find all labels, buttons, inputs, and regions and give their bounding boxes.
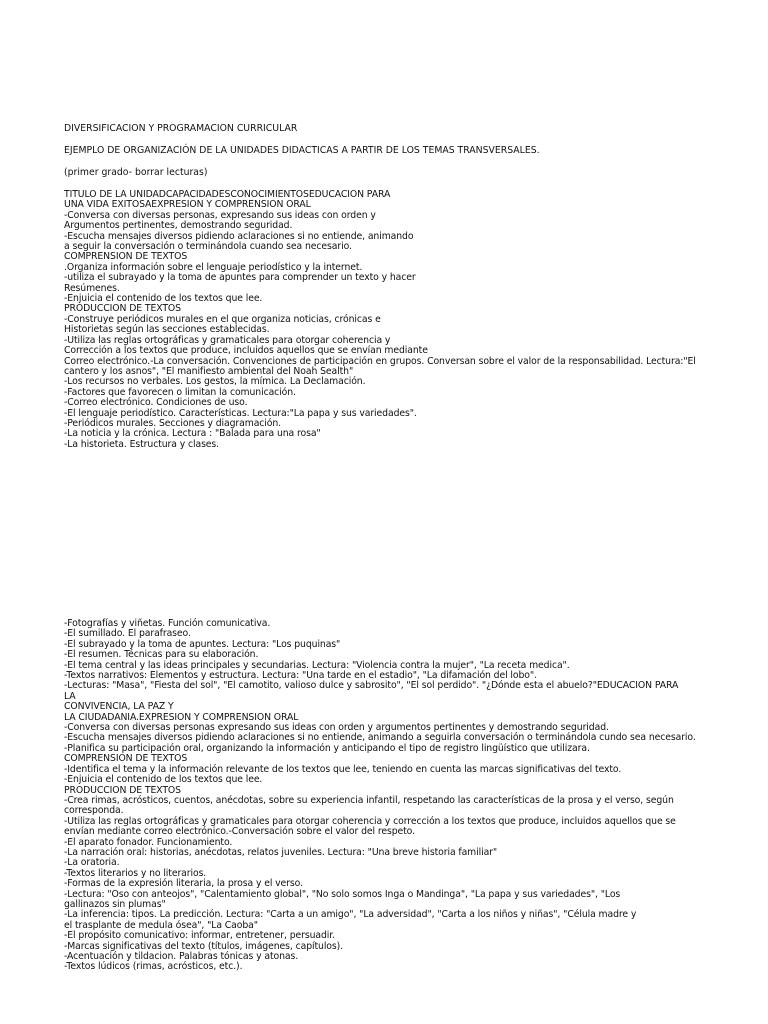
text-line: -El lenguaje periodístico. Características. Lectura:"La papa y sus variedades". bbox=[64, 407, 417, 419]
text-line: -Marcas significativas del texto (títulos, imágenes, capítulos). bbox=[64, 940, 344, 952]
text-line: -Correo electrónico. Condiciones de uso. bbox=[64, 397, 248, 409]
text-line: -La noticia y la crónica. Lectura : "Balada para una rosa" bbox=[64, 428, 321, 440]
document-subtitle: EJEMPLO DE ORGANIZACIÓN DE LA UNIDADES DIDACTICAS A PARTIR DE LOS TEMAS TRANSVERSALES. bbox=[64, 145, 540, 156]
text-line: -Lecturas: "Masa", "Fiesta del sol", "El camotito, valioso dulce y sabrosito", "El sol perdido". "¿Dónde esta el abuelo?"EDUCACION PARA bbox=[64, 680, 679, 692]
document-title: DIVERSIFICACION Y PROGRAMACION CURRICULAR bbox=[64, 123, 298, 134]
text-line: -Planifica su participación oral, organizando la información y anticipando el tipo de registro lingüístico que utilizara. bbox=[64, 742, 590, 754]
text-line: -Utiliza las reglas ortográficas y gramaticales para otorgar coherencia y bbox=[64, 334, 391, 346]
text-line: PRODUCCION DE TEXTOS bbox=[64, 303, 181, 315]
text-line: -Enjuicia el contenido de los textos que lee. bbox=[64, 293, 263, 305]
text-line: a seguir la conversación o terminándola cuando sea necesario. bbox=[64, 241, 352, 253]
text-line: -Identifica el tema y la información relevante de los textos que lee, teniendo en cuenta las marcas significativas del texto. bbox=[64, 763, 622, 775]
text-line: -El subrayado y la toma de apuntes. Lectura: "Los puquinas" bbox=[64, 638, 341, 650]
text-line: -Textos narrativos: Elementos y estructura. Lectura: "Una tarde en el estadio", "La difamación del lobo". bbox=[64, 670, 537, 682]
text-line: -Textos lúdicos (rimas, acrósticos, etc.). bbox=[64, 961, 243, 973]
text-line: Argumentos pertinentes, demostrando seguridad. bbox=[64, 220, 293, 232]
text-line: -Enjuicia el contenido de los textos que lee. bbox=[64, 774, 263, 786]
text-line: -Los recursos no verbales. Los gestos, la mímica. La Declamación. bbox=[64, 376, 366, 388]
text-line: -La oratoria. bbox=[64, 857, 120, 869]
text-line: COMPRENSION DE TEXTOS bbox=[64, 251, 188, 263]
unit-section-2 bbox=[64, 619, 708, 973]
text-line: -Conversa con diversas personas expresando sus ideas con orden y argumentos pertinentes y demostrando seguridad. bbox=[64, 722, 609, 734]
text-line: -La historieta. Estructura y clases. bbox=[64, 438, 220, 450]
text-line: -El resumen. Técnicas para su elaboración. bbox=[64, 649, 259, 661]
text-line: corresponda. bbox=[64, 805, 124, 817]
text-line: -El aparato fonador. Funcionamiento. bbox=[64, 836, 233, 848]
text-line: -La inferencia: tipos. La predicción. Lectura: "Carta a un amigo", "La adversidad", "Carta a los niños y niñas", "Célula madre y bbox=[64, 909, 637, 921]
text-line: TITULO DE LA UNIDADCAPACIDADESCONOCIMIENTOSEDUCACION PARA bbox=[64, 189, 391, 200]
text-line: Historietas según las secciones establecidas. bbox=[64, 324, 270, 336]
text-line: Correo electrónico.-La conversación. Convenciones de participación en grupos. Conversan sobre el valor de la responsabilidad. Lectura:"El bbox=[64, 355, 696, 367]
text-line: -Lectura: "Oso con anteojos", "Calentamiento global", "No solo somos Inga o Mandinga", "La papa y sus variedades", "Los bbox=[64, 888, 621, 900]
text-line: -Periódicos murales. Secciones y diagramación. bbox=[64, 417, 282, 429]
text-line: -El propósito comunicativo: informar, entretener, persuadir. bbox=[64, 930, 335, 942]
text-line: COMPRENSION DE TEXTOS bbox=[64, 753, 188, 765]
text-line: gallinazos sin plumas" bbox=[64, 898, 166, 910]
text-line: -La narración oral: historias, anécdotas, relatos juveniles. Lectura: "Una breve historia familiar" bbox=[64, 846, 498, 858]
text-line: cantero y los asnos", "El manifiesto ambiental del Noah Sealth" bbox=[64, 365, 354, 377]
text-line: -Escucha mensajes diversos pidiendo aclaraciones si no entiende, animando bbox=[64, 230, 414, 242]
text-line: PRODUCCION DE TEXTOS bbox=[64, 784, 181, 796]
text-line: el trasplante de medula ósea", "La Caoba" bbox=[64, 919, 258, 931]
text-line: Resúmenes. bbox=[64, 282, 120, 294]
text-line: -Factores que favorecen o limitan la comunicación. bbox=[64, 386, 296, 398]
text-line: -Acentuación y tildacion. Palabras tónicas y atonas. bbox=[64, 951, 299, 962]
text-line: -Textos literarios y no literarios. bbox=[64, 867, 207, 879]
text-line: UNA VIDA EXITOSAEXPRESION Y COMPRENSION ORAL bbox=[64, 199, 311, 211]
text-line: -Crea rimas, acrósticos, cuentos, anécdotas, sobre su experiencia infantil, respetando las características de la prosa y el verso, según bbox=[64, 794, 674, 806]
text-line: -Fotografías y viñetas. Función comunicativa. bbox=[64, 618, 271, 629]
text-line: LA CIUDADANIA.EXPRESION Y COMPRENSION ORAL bbox=[64, 711, 299, 723]
text-line: -Utiliza las reglas ortográficas y gramaticales para otorgar coherencia y corrección a los textos que produce, incluidos aquellos que se bbox=[64, 815, 676, 827]
grade-note: (primer grado- borrar lecturas) bbox=[64, 167, 208, 178]
unit-section-1 bbox=[64, 190, 708, 450]
text-line: Corrección a los textos que produce, incluidos aquellos que se envían mediante bbox=[64, 345, 428, 357]
text-line: .Organiza información sobre el lenguaje periodístico y la internet. bbox=[64, 261, 363, 273]
text-line: LA bbox=[64, 690, 76, 702]
text-line: -El sumillado. El parafraseo. bbox=[64, 628, 191, 640]
text-line: -utiliza el subrayado y la toma de apuntes para comprender un texto y hacer bbox=[64, 272, 416, 284]
text-line: -Formas de la expresión literaria, la prosa y el verso. bbox=[64, 878, 303, 890]
text-line: -Construye periódicos murales en el que organiza noticias, crónicas e bbox=[64, 313, 381, 325]
text-line: -Conversa con diversas personas, expresando sus ideas con orden y bbox=[64, 209, 376, 221]
text-line: -El tema central y las ideas principales y secundarias. Lectura: "Violencia contra la mujer", "La receta medica". bbox=[64, 659, 570, 671]
text-line: -Escucha mensajes diversos pidiendo aclaraciones si no entiende, animando a seguirla conversación o terminándola cundo sea necesario. bbox=[64, 732, 696, 744]
text-line: CONVIVENCIA, LA PAZ Y bbox=[64, 701, 174, 713]
text-line: envían mediante correo electrónico.-Conversación sobre el valor del respeto. bbox=[64, 826, 415, 838]
